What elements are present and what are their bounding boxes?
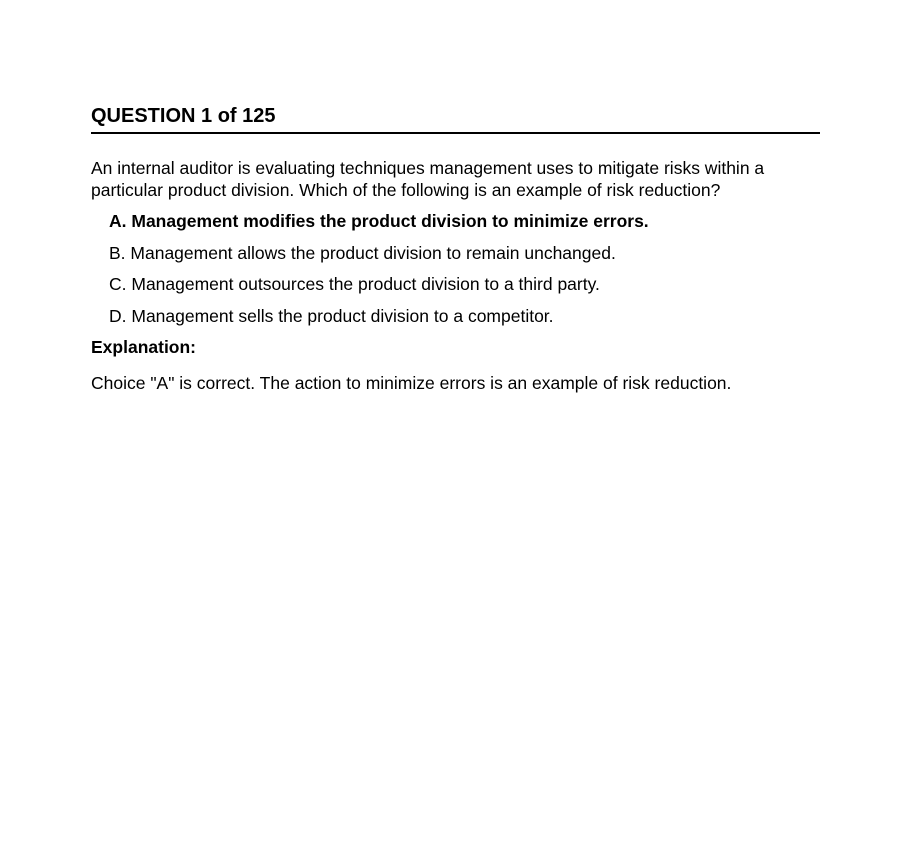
answer-choices (91, 210, 820, 327)
choice-d[interactable]: D. Management sells the product division to a competitor. (109, 305, 554, 326)
choice-b[interactable]: B. Management allows the product division to remain unchanged. (109, 242, 616, 263)
question-header: QUESTION 1 of 125 (91, 103, 820, 134)
question-panel (91, 103, 820, 394)
choice-a[interactable]: A. Management modifies the product division to minimize errors. (109, 211, 649, 231)
explanation-label: Explanation: (91, 337, 197, 357)
choice-c[interactable]: C. Management outsources the product division to a third party. (109, 274, 600, 294)
question-stem: An internal auditor is evaluating techniques management uses to mitigate risks within a particular product division. Which of the following is an example of risk reduction? (91, 158, 765, 200)
explanation-text: Choice "A" is correct. The action to minimize errors is an example of risk reduction. (91, 373, 732, 393)
